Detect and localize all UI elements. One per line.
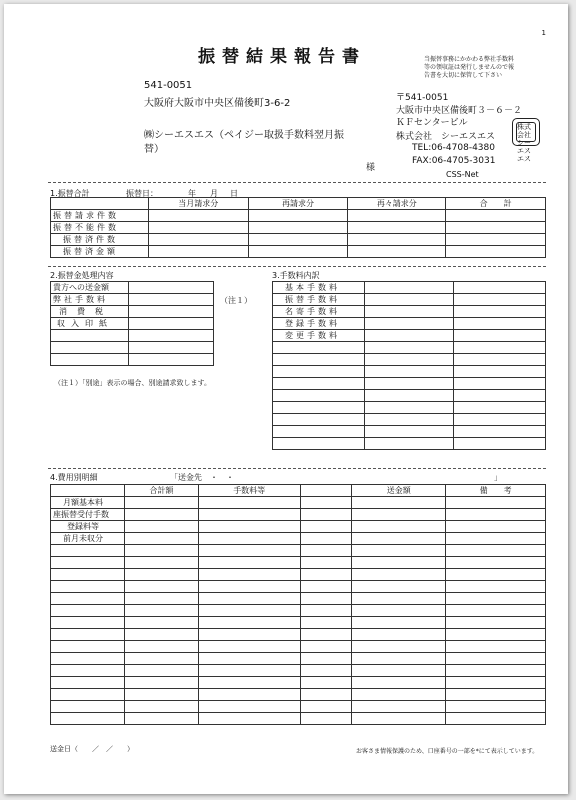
table-cell (446, 569, 546, 581)
table-cell (124, 497, 198, 509)
table-cell (454, 318, 546, 330)
privacy-note: お客さま情報保護のため、口座番号の一部を*にて表示しています。 (356, 748, 539, 755)
table-cell (124, 545, 198, 557)
table-cell (364, 342, 454, 354)
table-cell (124, 569, 198, 581)
table-row (51, 306, 214, 318)
table-cell (454, 354, 546, 366)
table-row (273, 342, 546, 354)
header-divider (48, 182, 546, 183)
report-sheet (4, 4, 568, 794)
table-cell (51, 677, 125, 689)
table-cell (124, 509, 198, 521)
table-cell (148, 210, 248, 222)
table-cell (352, 521, 446, 533)
expense-detail-table (50, 484, 546, 725)
table-row (51, 533, 546, 545)
table-cell (124, 533, 198, 545)
table-cell (300, 629, 352, 641)
date-day: 日 (230, 189, 238, 198)
honorific: 様 (366, 163, 376, 173)
table-cell (124, 617, 198, 629)
table-cell (300, 593, 352, 605)
table-cell (446, 713, 546, 725)
table-cell (148, 234, 248, 246)
table-cell (128, 330, 213, 342)
column-header: 手数料等 (198, 485, 300, 497)
table-cell (446, 557, 546, 569)
table-cell (364, 366, 454, 378)
sender-company: 株式会社 シーエスエス (396, 132, 496, 142)
expense-table-body (51, 485, 546, 725)
table-cell (352, 557, 446, 569)
table-cell (446, 509, 546, 521)
table-row (51, 234, 546, 246)
table-cell (124, 605, 198, 617)
table-cell (300, 497, 352, 509)
recipient-name-2: 替） (144, 144, 164, 155)
table-cell (364, 318, 454, 330)
table-cell (198, 617, 300, 629)
table-row (273, 366, 546, 378)
table-row (51, 653, 546, 665)
table-header-row (51, 198, 546, 210)
table-cell (454, 366, 546, 378)
table-cell (300, 701, 352, 713)
table-cell (446, 653, 546, 665)
table-cell (446, 222, 546, 234)
column-header (300, 485, 352, 497)
table-cell (148, 222, 248, 234)
remit-to-label: 「送金先 ・ ・ (170, 473, 234, 482)
table-cell (124, 629, 198, 641)
table-row (51, 665, 546, 677)
table-cell (300, 521, 352, 533)
header-empty-cell (51, 485, 125, 497)
table-cell (300, 581, 352, 593)
table-row (51, 282, 214, 294)
recipient-postal: 541-0051 (144, 80, 193, 91)
row-label: 収入印紙 (51, 318, 129, 330)
table-cell (454, 414, 546, 426)
table-cell (446, 210, 546, 222)
table-cell (454, 282, 546, 294)
table-cell (352, 713, 446, 725)
table-cell (364, 378, 454, 390)
table-cell (273, 378, 365, 390)
table-cell (352, 641, 446, 653)
table-cell (198, 593, 300, 605)
table-cell (352, 593, 446, 605)
table-cell (124, 701, 198, 713)
table-cell (352, 689, 446, 701)
row-label: 基本手数料 (273, 282, 365, 294)
company-seal (512, 118, 540, 163)
table-cell (124, 677, 198, 689)
header-empty-cell (51, 198, 149, 210)
table-cell (352, 629, 446, 641)
table-cell (352, 677, 446, 689)
table-cell (51, 605, 125, 617)
table-row (51, 641, 546, 653)
table-cell (300, 545, 352, 557)
table-cell (352, 497, 446, 509)
row-label: 振替済件数 (51, 234, 149, 246)
table-cell (128, 306, 213, 318)
table-cell (198, 581, 300, 593)
table-cell (348, 234, 446, 246)
table-cell (124, 593, 198, 605)
seal-text: 株式会社シーエスエス (517, 123, 531, 163)
table-cell (300, 557, 352, 569)
table-cell (198, 569, 300, 581)
table-cell (300, 509, 352, 521)
table-row (51, 521, 546, 533)
table-row (51, 294, 214, 306)
table-cell (300, 677, 352, 689)
table-cell (51, 629, 125, 641)
table-cell (198, 677, 300, 689)
table-cell (51, 713, 125, 725)
column-header: 送金額 (352, 485, 446, 497)
table-row (273, 438, 546, 450)
table-cell (352, 545, 446, 557)
table-cell (300, 617, 352, 629)
table-cell (352, 533, 446, 545)
table-cell (198, 533, 300, 545)
table-cell (454, 390, 546, 402)
table-cell (51, 641, 125, 653)
table-cell (364, 438, 454, 450)
table-row (51, 569, 546, 581)
table-cell (198, 665, 300, 677)
table-cell (348, 222, 446, 234)
table-cell (364, 414, 454, 426)
table-cell (124, 665, 198, 677)
page-title: 振替結果報告書 (198, 47, 366, 67)
table-cell (454, 426, 546, 438)
table-row (51, 713, 546, 725)
table-cell (446, 545, 546, 557)
table-cell (198, 641, 300, 653)
notice-line: 当振替事務にかかわる弊社手数料 (424, 56, 515, 63)
table-cell (128, 294, 213, 306)
table-cell (300, 653, 352, 665)
table-row (51, 318, 214, 330)
column-header: 備 考 (446, 485, 546, 497)
table-row (51, 629, 546, 641)
table-cell (352, 569, 446, 581)
table-cell (352, 605, 446, 617)
row-label: 振替請求件数 (51, 210, 149, 222)
table-cell (51, 701, 125, 713)
table-cell (454, 438, 546, 450)
table-cell (51, 569, 125, 581)
table-cell (198, 557, 300, 569)
section3-heading: 3.手数料内訳 (272, 271, 320, 280)
table-cell (273, 390, 365, 402)
section-divider (48, 468, 546, 469)
table-row (273, 378, 546, 390)
table-row (51, 222, 546, 234)
table-cell (148, 246, 248, 258)
table-cell (300, 689, 352, 701)
table-cell (446, 617, 546, 629)
notice-line: 告書を大切に保管して下さい (424, 72, 503, 79)
table-row (51, 557, 546, 569)
table-cell (198, 713, 300, 725)
table-cell (446, 677, 546, 689)
table-cell (454, 306, 546, 318)
table-row (51, 342, 214, 354)
date-year: 年 (188, 189, 196, 198)
table-row (51, 581, 546, 593)
table-cell (124, 521, 198, 533)
row-label: 月額基本料 (51, 497, 125, 509)
table-cell (446, 497, 546, 509)
table-cell (300, 569, 352, 581)
table-cell (454, 294, 546, 306)
table-row (51, 677, 546, 689)
table-cell (454, 330, 546, 342)
table-cell (51, 653, 125, 665)
table-cell (446, 246, 546, 258)
fee-receipt-notice (424, 56, 514, 80)
table-cell (273, 354, 365, 366)
table-cell (364, 294, 454, 306)
table-cell (128, 318, 213, 330)
table-cell (300, 605, 352, 617)
table-cell (128, 282, 213, 294)
table-row (51, 605, 546, 617)
table-cell (364, 282, 454, 294)
table-row (51, 330, 214, 342)
recipient-address: 大阪府大阪市中央区備後町3-6-2 (144, 98, 291, 109)
table-cell (446, 521, 546, 533)
table-cell (300, 533, 352, 545)
table-row (273, 354, 546, 366)
table-cell (124, 557, 198, 569)
table-cell (454, 402, 546, 414)
table-cell (300, 713, 352, 725)
table-cell (124, 689, 198, 701)
table-cell (273, 426, 365, 438)
table-header-row (51, 485, 546, 497)
row-label: 振替済金額 (51, 246, 149, 258)
table-cell (124, 713, 198, 725)
table-cell (51, 689, 125, 701)
column-header: 合計額 (124, 485, 198, 497)
note-mark: （注１） (220, 296, 252, 305)
table-cell (124, 653, 198, 665)
table-cell (352, 617, 446, 629)
table-cell (446, 234, 546, 246)
notice-line: 等の領収証は発行しませんので報 (424, 64, 515, 71)
table-row (51, 509, 546, 521)
table-cell (364, 306, 454, 318)
table-cell (124, 581, 198, 593)
table-cell (446, 629, 546, 641)
table-cell (352, 581, 446, 593)
transfer-totals-table (50, 197, 546, 258)
table-cell (198, 497, 300, 509)
remit-to-close: 」 (494, 473, 502, 482)
table-row (273, 330, 546, 342)
column-header: 当月請求分 (148, 198, 248, 210)
table-cell (300, 665, 352, 677)
table-cell (364, 402, 454, 414)
table-row (273, 426, 546, 438)
recipient-name-1: ㈱シーエスエス（ペイジー取扱手数料翌月振 (144, 130, 344, 141)
table-cell (273, 438, 365, 450)
table-row (51, 497, 546, 509)
table-cell (446, 593, 546, 605)
table-cell (446, 641, 546, 653)
table-cell (364, 426, 454, 438)
table-cell (51, 354, 129, 366)
table-row (273, 294, 546, 306)
table-row (51, 354, 214, 366)
table-cell (198, 653, 300, 665)
table-cell (273, 402, 365, 414)
table-cell (446, 665, 546, 677)
table-cell (364, 354, 454, 366)
table-cell (198, 605, 300, 617)
table-cell (300, 641, 352, 653)
section1-heading: 1.振替合計 (50, 189, 90, 198)
table-cell (198, 629, 300, 641)
section-divider (48, 266, 546, 267)
row-label: 名寄手数料 (273, 306, 365, 318)
table-cell (454, 378, 546, 390)
row-label: 振替手数料 (273, 294, 365, 306)
table-row (51, 210, 546, 222)
table-cell (51, 593, 125, 605)
table-cell (446, 581, 546, 593)
table-cell (273, 414, 365, 426)
table-row (273, 306, 546, 318)
table-row (51, 593, 546, 605)
fee-breakdown-table (272, 281, 546, 450)
table-cell (51, 342, 129, 354)
table-row (51, 689, 546, 701)
table-row (273, 402, 546, 414)
table-row (273, 414, 546, 426)
table-row (51, 246, 546, 258)
table-cell (198, 545, 300, 557)
table-cell (352, 701, 446, 713)
row-label: 座振替受付手数 (51, 509, 125, 521)
table-cell (51, 617, 125, 629)
row-label: 消費税 (51, 306, 129, 318)
brand-name: CSS-Net (446, 170, 479, 179)
row-label: 登録手数料 (273, 318, 365, 330)
table-cell (248, 210, 348, 222)
row-label: 振替不能件数 (51, 222, 149, 234)
sender-address-2: ＫＦセンタービル (396, 118, 468, 128)
page-number: 1 (541, 29, 546, 37)
table-cell (364, 330, 454, 342)
sender-postal: 〒541-0051 (396, 93, 449, 103)
table-cell (198, 689, 300, 701)
table-row (273, 282, 546, 294)
remit-date: 送金日（ ／ ／ ） (50, 745, 134, 753)
row-label: 前月未収分 (51, 533, 125, 545)
table-cell (51, 330, 129, 342)
table-cell (446, 689, 546, 701)
table-row (51, 701, 546, 713)
table-cell (352, 653, 446, 665)
table-cell (51, 665, 125, 677)
table-row (51, 545, 546, 557)
table-cell (273, 342, 365, 354)
sender-address-1: 大阪市中央区備後町３－６－２ (396, 106, 523, 116)
table-cell (124, 641, 198, 653)
table-cell (348, 210, 446, 222)
table-cell (348, 246, 446, 258)
column-header: 再請求分 (248, 198, 348, 210)
table-cell (51, 581, 125, 593)
row-label: 変更手数料 (273, 330, 365, 342)
table-cell (128, 342, 213, 354)
table-cell (364, 390, 454, 402)
sender-fax: FAX:06-4705-3031 (412, 156, 496, 166)
table-row (273, 390, 546, 402)
table-cell (128, 354, 213, 366)
section4-heading: 4.費用別明細 (50, 473, 98, 482)
transfer-date-label: 振替日： (126, 189, 158, 198)
table-cell (198, 701, 300, 713)
table-cell (51, 557, 125, 569)
table-cell (198, 509, 300, 521)
column-header: 再々請求分 (348, 198, 446, 210)
table-cell (273, 366, 365, 378)
table-cell (352, 509, 446, 521)
table-cell (51, 545, 125, 557)
table-cell (248, 246, 348, 258)
table-cell (454, 342, 546, 354)
sender-tel: TEL:06-4708-4380 (412, 143, 495, 153)
footnote: （注１）「別途」表示の場合、別途請求致します。 (54, 379, 211, 387)
row-label: 弊社手数料 (51, 294, 129, 306)
payment-processing-table (50, 281, 214, 366)
table-cell (198, 521, 300, 533)
column-header: 合 計 (446, 198, 546, 210)
date-month: 月 (210, 189, 218, 198)
row-label: 貴方への送金額 (51, 282, 129, 294)
table-cell (446, 533, 546, 545)
section2-heading: 2.振替金処理内容 (50, 271, 114, 280)
table-cell (446, 605, 546, 617)
table-row (51, 617, 546, 629)
table-cell (352, 665, 446, 677)
table-cell (248, 234, 348, 246)
table-row (273, 318, 546, 330)
table-cell (248, 222, 348, 234)
table-cell (446, 701, 546, 713)
row-label: 登録料等 (51, 521, 125, 533)
